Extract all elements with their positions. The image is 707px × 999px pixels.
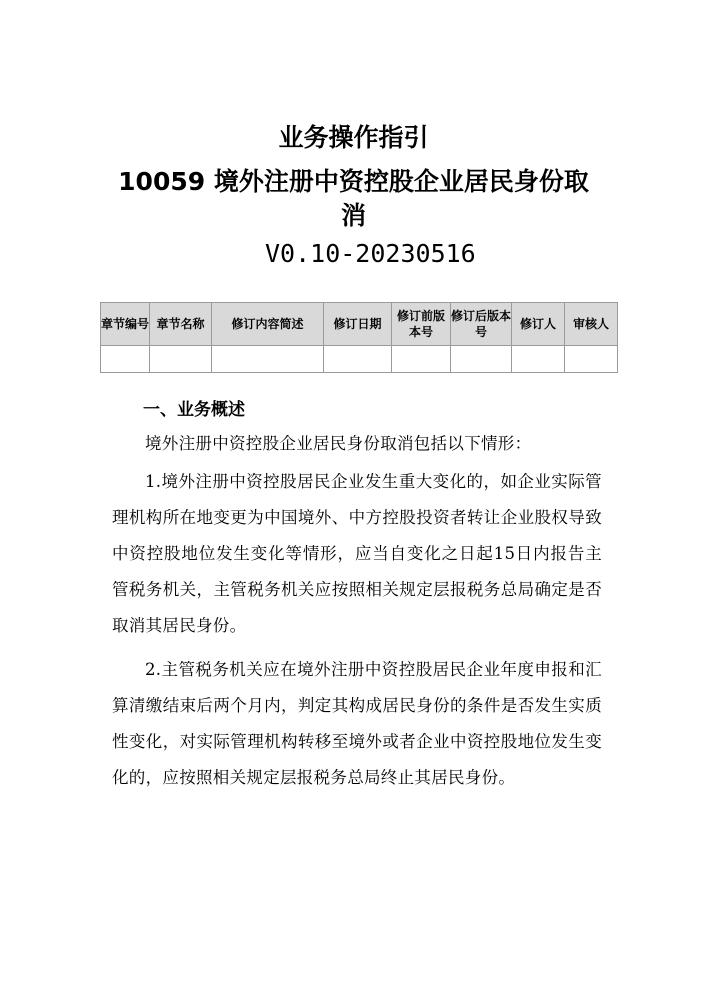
table-cell: [512, 346, 565, 373]
header-chapter-name: 章节名称: [150, 303, 212, 346]
table-cell: [565, 346, 618, 373]
doc-subtitle: 10059 境外注册中资控股企业居民身份取: [118, 167, 589, 196]
section-intro-paragraph: 境外注册中资控股企业居民身份取消包括以下情形：: [145, 434, 532, 453]
table-cell: [451, 346, 512, 373]
revision-table-header-row: [101, 303, 618, 346]
header-chapter-number: 章节编号: [101, 303, 150, 346]
revision-table: [100, 302, 618, 373]
table-row: [101, 346, 618, 373]
header-reviewer: 审核人: [565, 303, 618, 346]
doc-title: 业务操作指引: [278, 123, 429, 152]
section-heading: 一、业务概述: [143, 400, 245, 420]
header-revision-date: 修订日期: [324, 303, 392, 346]
header-version-after: 修订后版本号: [451, 303, 512, 346]
doc-version: V0.10-20230516: [265, 239, 476, 268]
paragraph-item-2: 2.主管税务机关应在境外注册中资控股居民企业年度申报和汇算清缴结束后两个月内，判定其构成居民身份的条件是否发生实质性变化，对实际管理机构转移至境外或者企业中资控股地位发生变化的，应按照相关规定层报税务总局终止其居民身份。: [112, 660, 602, 787]
header-revision-summary: 修订内容简述: [212, 303, 324, 346]
header-reviser: 修订人: [512, 303, 565, 346]
table-cell: [392, 346, 451, 373]
header-version-before: 修订前版本号: [392, 303, 451, 346]
table-cell: [101, 346, 150, 373]
table-cell: [212, 346, 324, 373]
paragraph-item-1: 1.境外注册中资控股居民企业发生重大变化的，如企业实际管理机构所在地变更为中国境外、中方控股投资者转让企业股权导致中资控股地位发生变化等情形，应当自变化之日起15日内报告主管税务机关，主管税务机关应按照相关规定层报税务总局确定是否取消其居民身份。: [112, 472, 602, 635]
doc-subtitle-continued: 消: [340, 201, 366, 230]
table-cell: [324, 346, 392, 373]
table-cell: [150, 346, 212, 373]
